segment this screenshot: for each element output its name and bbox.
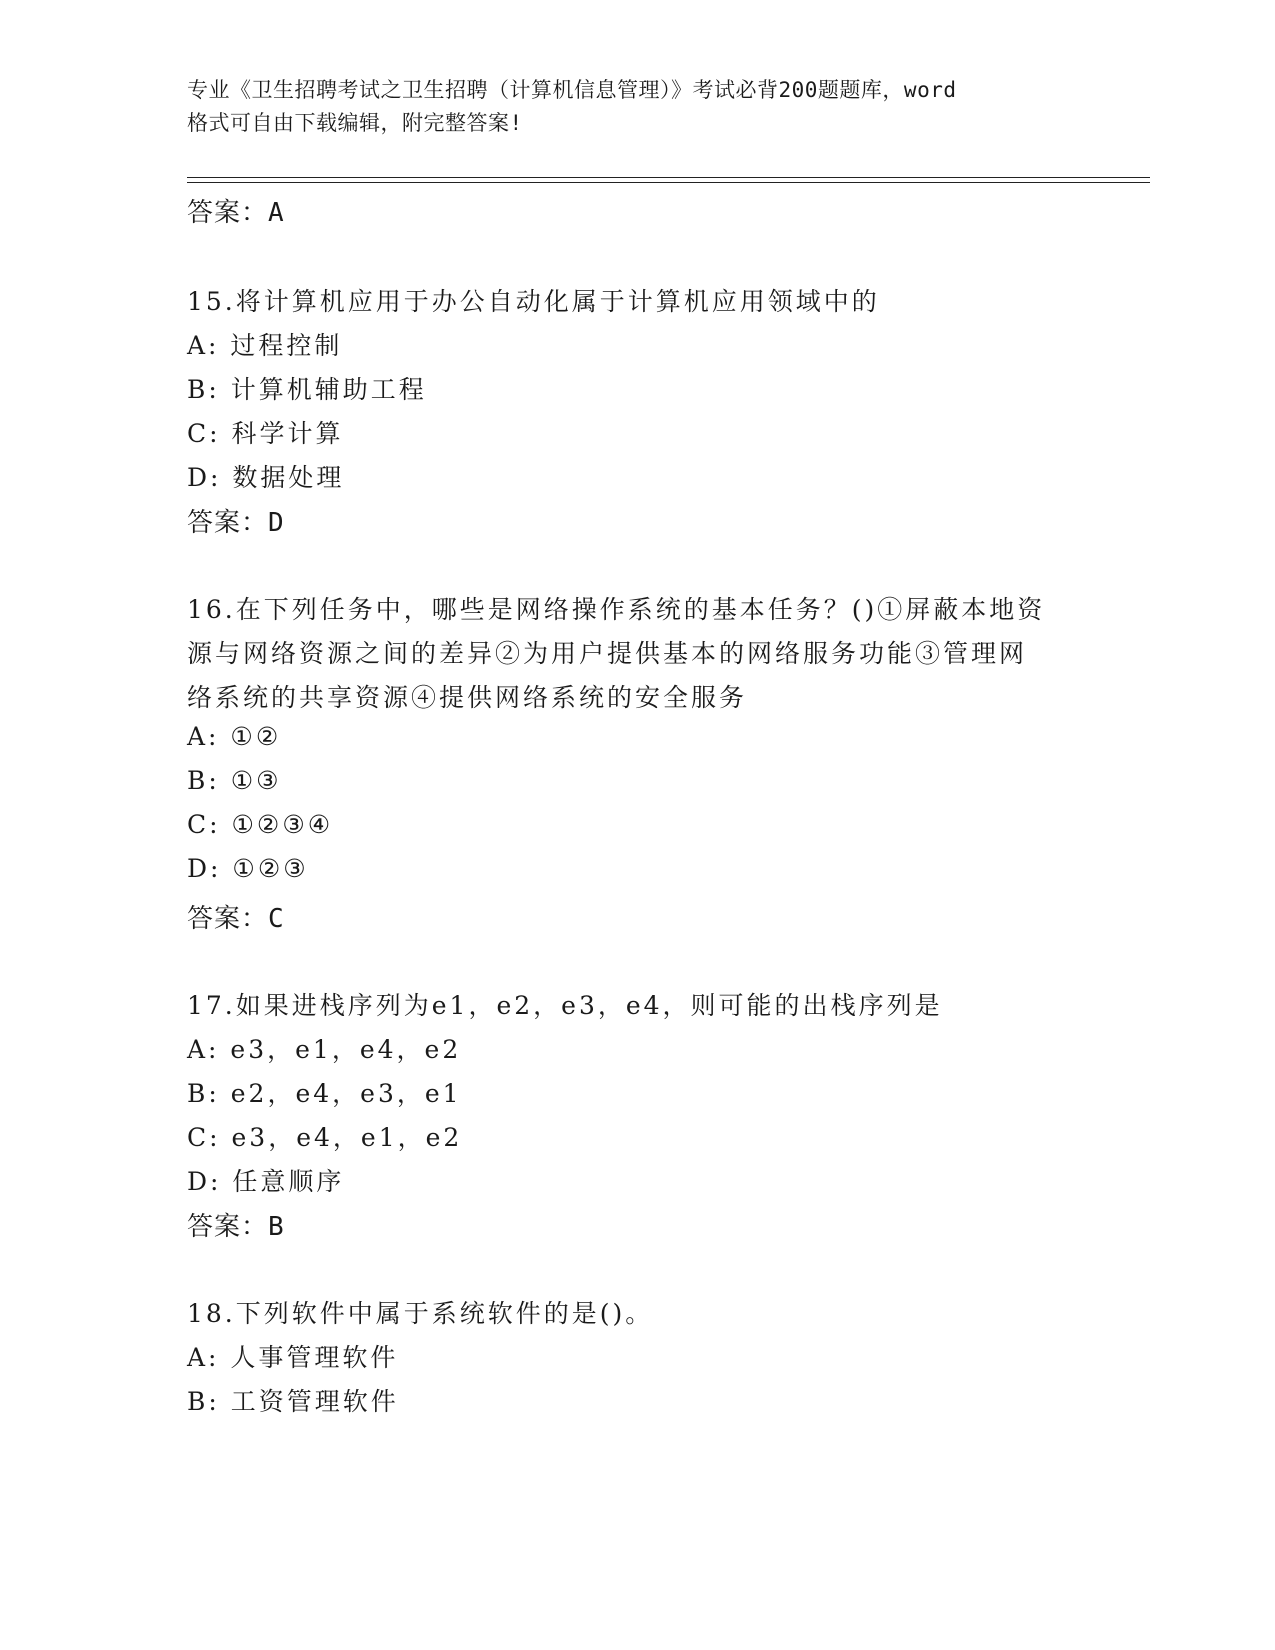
question-17-option-d: D: 任意顺序: [187, 1167, 345, 1196]
question-15-answer: 答案：D: [187, 508, 285, 538]
question-15-option-a: A: 过程控制: [187, 331, 343, 360]
question-16-answer: 答案：C: [187, 904, 285, 934]
question-17-answer: 答案：B: [187, 1212, 285, 1242]
question-15-option-d: D: 数据处理: [187, 463, 345, 492]
question-17-option-a: A: e3，e1，e4，e2: [187, 1035, 462, 1064]
question-15-text: 15.将计算机应用于办公自动化属于计算机应用领域中的: [187, 287, 880, 316]
question-16-option-d: D: ①②③: [187, 854, 309, 883]
question-15-option-c: C: 科学计算: [187, 419, 344, 448]
question-18-text: 18.下列软件中属于系统软件的是()。: [187, 1299, 654, 1328]
header-line-2: 格式可自由下载编辑，附完整答案!: [187, 111, 523, 135]
header-line-1: 专业《卫生招聘考试之卫生招聘（计算机信息管理）》考试必背200题题库，word: [187, 78, 957, 102]
question-16-text-line-3: 络系统的共享资源④提供网络系统的安全服务: [187, 683, 748, 712]
question-18-option-b: B: 工资管理软件: [187, 1387, 399, 1416]
question-18-option-a: A: 人事管理软件: [187, 1343, 399, 1372]
question-17-option-c: C: e3，e4，e1，e2: [187, 1123, 463, 1152]
question-16-option-b: B: ①③: [187, 766, 282, 795]
header-rule-top: [187, 177, 1150, 178]
question-15-option-b: B: 计算机辅助工程: [187, 375, 427, 404]
question-17-text: 17.如果进栈序列为e1，e2，e3，e4，则可能的出栈序列是: [187, 991, 943, 1020]
question-17-option-b: B: e2，e4，e3，e1: [187, 1079, 462, 1108]
document-header: [187, 74, 1087, 140]
header-rule-bottom: [187, 182, 1150, 183]
question-16-text-line-2: 源与网络资源之间的差异②为用户提供基本的网络服务功能③管理网: [187, 639, 1028, 668]
question-16-text-line-1: 16.在下列任务中，哪些是网络操作系统的基本任务？()①屏蔽本地资: [187, 595, 1046, 624]
question-16-option-a: A: ①②: [187, 722, 282, 751]
question-16-option-c: C: ①②③④: [187, 810, 334, 839]
answer-prev: 答案：A: [187, 198, 285, 228]
